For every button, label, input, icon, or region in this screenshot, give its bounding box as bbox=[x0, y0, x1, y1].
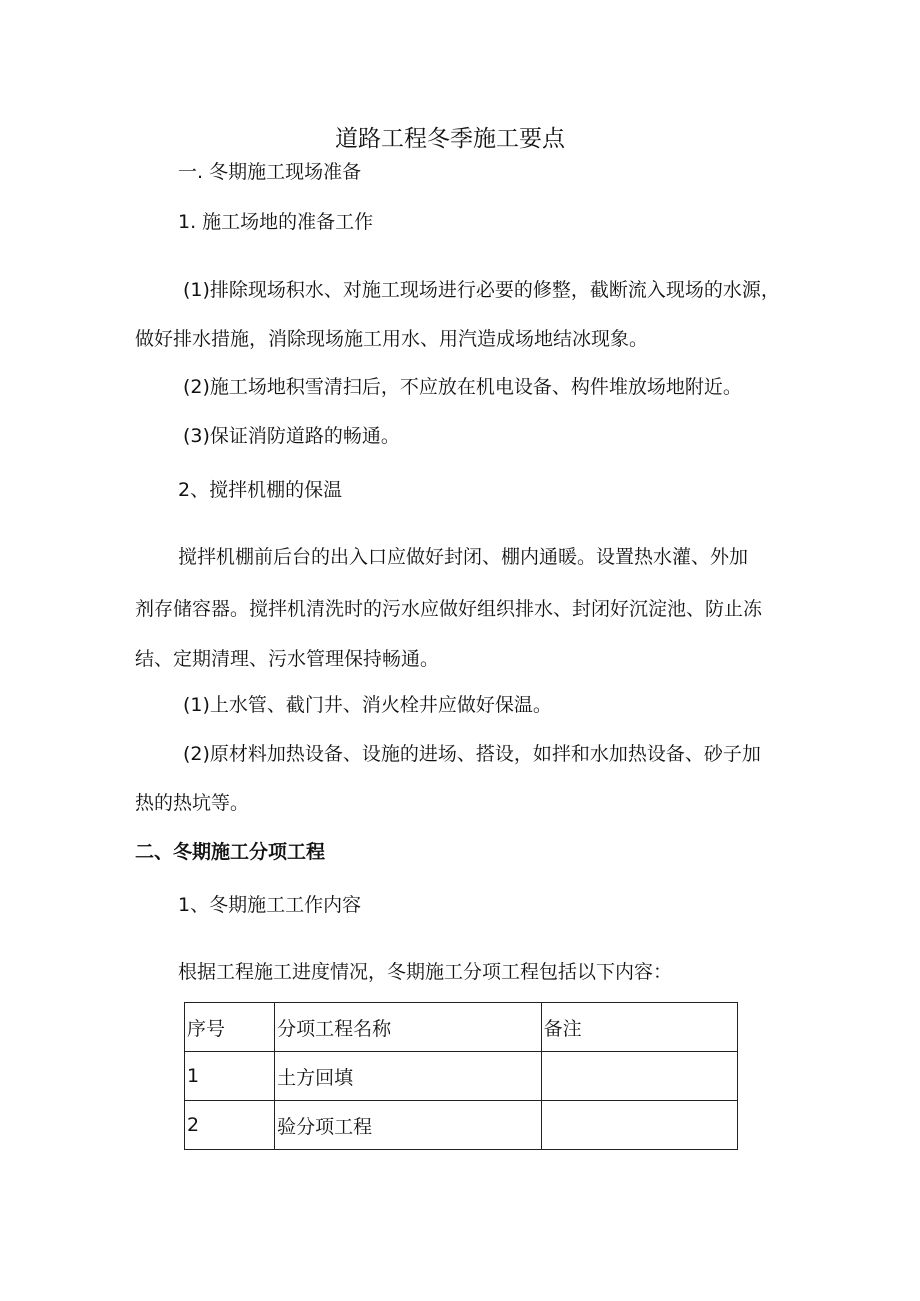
table-row bbox=[185, 1101, 738, 1150]
subsection-heading-2-1: 1、冬期施工工作内容 bbox=[178, 894, 362, 916]
cell-name: 土方回填 bbox=[275, 1052, 541, 1101]
paragraph-line: 结、定期清理、污水管理保持畅通。 bbox=[135, 648, 440, 670]
paragraph-line: 做好排水措施，消除现场施工用水、用汽造成场地结冰现象。 bbox=[135, 328, 649, 350]
header-cell-name: 分项工程名称 bbox=[275, 1003, 541, 1052]
paragraph-line: (2)原材料加热设备、设施的进场、搭设，如拌和水加热设备、砂子加 bbox=[183, 743, 761, 765]
cell-remarks bbox=[541, 1052, 737, 1101]
cell-name: 验分项工程 bbox=[275, 1101, 541, 1150]
cell-index: 2 bbox=[185, 1101, 275, 1150]
subsection-heading-1-2: 2、搅拌机棚的保温 bbox=[178, 479, 343, 501]
table-header-row bbox=[185, 1003, 738, 1052]
work-items-table bbox=[184, 1002, 738, 1150]
paragraph-line: (3)保证消防道路的畅通。 bbox=[183, 425, 400, 447]
header-cell-index: 序号 bbox=[185, 1003, 275, 1052]
paragraph-line: (1)排除现场积水、对施工现场进行必要的修整，截断流入现场的水源， bbox=[183, 279, 780, 301]
paragraph-line: (1)上水管、截门井、消火栓井应做好保温。 bbox=[183, 694, 552, 716]
document-title: 道路工程冬季施工要点 bbox=[335, 126, 565, 152]
section-heading-1: 一. 冬期施工现场准备 bbox=[178, 161, 362, 183]
paragraph-line: (2)施工场地积雪清扫后，不应放在机电设备、构件堆放场地附近。 bbox=[183, 376, 742, 398]
header-cell-remarks: 备注 bbox=[541, 1003, 737, 1052]
table-row bbox=[185, 1052, 738, 1101]
cell-index: 1 bbox=[185, 1052, 275, 1101]
subsection-heading-1-1: 1. 施工场地的准备工作 bbox=[178, 211, 374, 233]
paragraph-line: 热的热坑等。 bbox=[135, 792, 250, 814]
table-intro-text: 根据工程施工进度情况，冬期施工分项工程包括以下内容： bbox=[178, 961, 673, 983]
paragraph-line: 剂存储容器。搅拌机清洗时的污水应做好组织排水、封闭好沉淀池、防止冻 bbox=[135, 598, 763, 620]
section-heading-2: 二、冬期施工分项工程 bbox=[135, 841, 326, 863]
paragraph-line: 搅拌机棚前后台的出入口应做好封闭、棚内通暖。设置热水灌、外加 bbox=[178, 546, 749, 568]
cell-remarks bbox=[541, 1101, 737, 1150]
